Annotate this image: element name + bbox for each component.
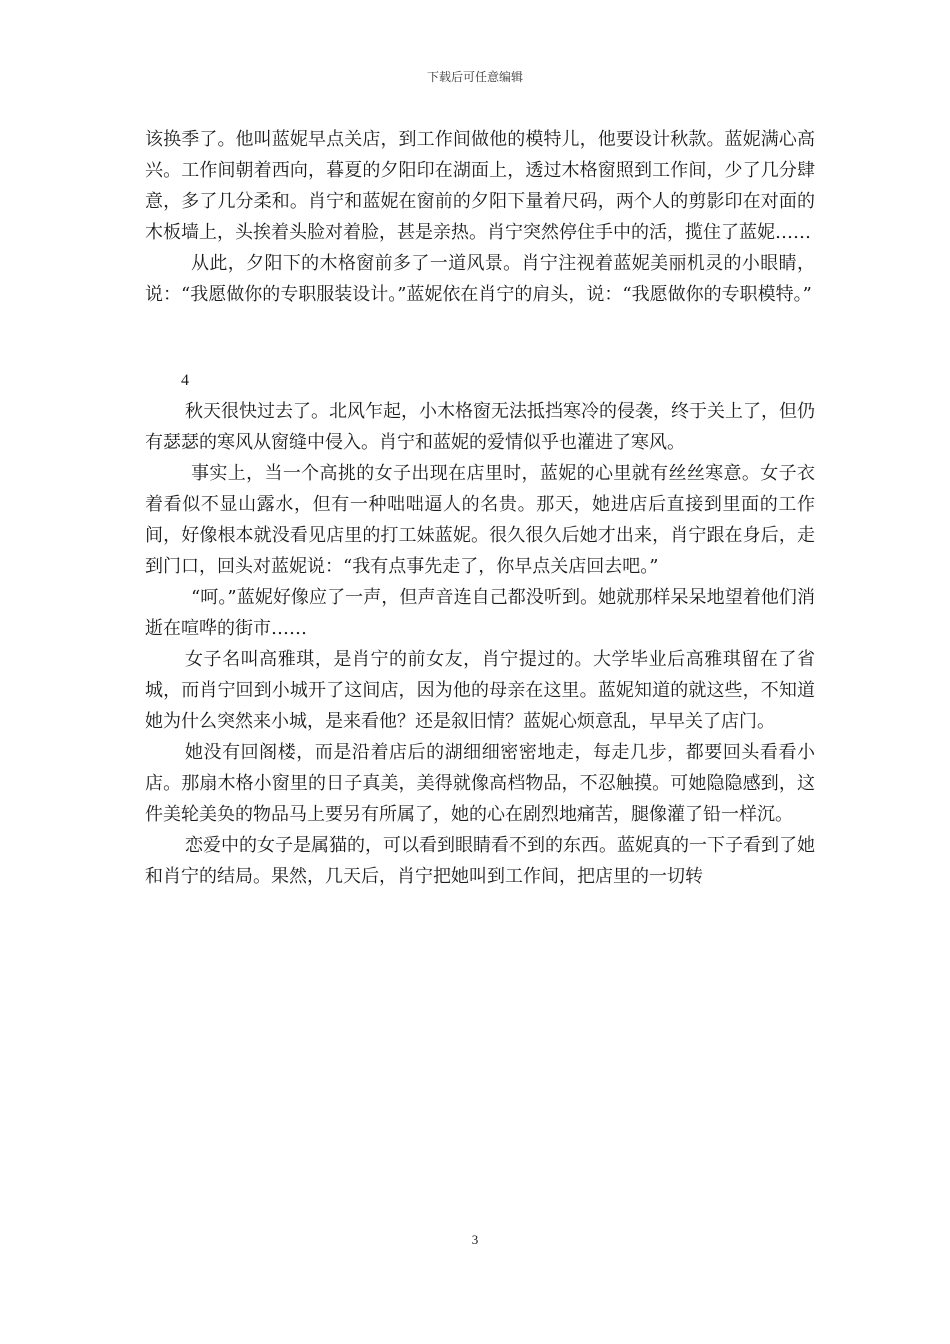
paragraph: 事实上，当一个高挑的女子出现在店里时，蓝妮的心里就有丝丝寒意。女子衣着看似不显山露水，但有一种咄咄逼人的名贵。那天，她进店后直接到里面的工作间，好像根本就没看见店里的打工妹蓝妮。很久很久后她才出来，肖宁跟在身后，走到门口，回头对蓝妮说：“我有点事先走了，你早点关店回去吧。”	[145, 463, 815, 577]
document-body	[145, 124, 815, 892]
paragraph-continued: 该换季了。他叫蓝妮早点关店，到工作间做他的模特儿，他要设计秋款。蓝妮满心高兴。工作间朝着西向，暮夏的夕阳印在湖面上，透过木格窗照到工作间，少了几分肆意，多了几分柔和。肖宁和蓝妮在窗前的夕阳下量着尺码，两个人的剪影印在对面的木板墙上，头挨着头脸对着脸，甚是亲热。肖宁突然停住手中的活，揽住了蓝妮……	[145, 129, 815, 243]
page-number: 3	[471, 1232, 479, 1247]
paragraph: “呵。”蓝妮好像应了一声，但声音连自己都没听到。她就那样呆呆地望着他们消逝在喧哗的街市……	[145, 587, 815, 639]
paragraph: 恋爱中的女子是属猫的，可以看到眼睛看不到的东西。蓝妮真的一下子看到了她和肖宁的结局。果然，几天后，肖宁把她叫到工作间，把店里的一切转	[145, 835, 815, 887]
page-header: 下载后可任意编辑	[426, 70, 523, 84]
section-number: 4	[181, 372, 189, 389]
section-spacer	[145, 310, 815, 365]
paragraph: 秋天很快过去了。北风乍起，小木格窗无法抵挡寒冷的侵袭，终于关上了，但仍有瑟瑟的寒风从窗缝中侵入。肖宁和蓝妮的爱情似乎也灌进了寒风。	[145, 401, 815, 453]
paragraph: 女子名叫高雅琪，是肖宁的前女友，肖宁提过的。大学毕业后高雅琪留在了省城，而肖宁回到小城开了这间店，因为他的母亲在这里。蓝妮知道的就这些，不知道她为什么突然来小城，是来看他？还是叙旧情？蓝妮心烦意乱，早早关了店门。	[145, 649, 815, 732]
paragraph: 她没有回阁楼，而是沿着店后的湖细细密密地走，每走几步，都要回头看看小店。那扇木格小窗里的日子真美，美得就像高档物品，不忍触摸。可她隐隐感到，这件美轮美奂的物品马上要另有所属了，她的心在剧烈地痛苦，腿像灌了铅一样沉。	[145, 742, 815, 825]
paragraph: 从此，夕阳下的木格窗前多了一道风景。肖宁注视着蓝妮美丽机灵的小眼睛，说：“我愿做你的专职服装设计。”蓝妮依在肖宁的肩头，说：“我愿做你的专职模特。”	[145, 253, 815, 305]
